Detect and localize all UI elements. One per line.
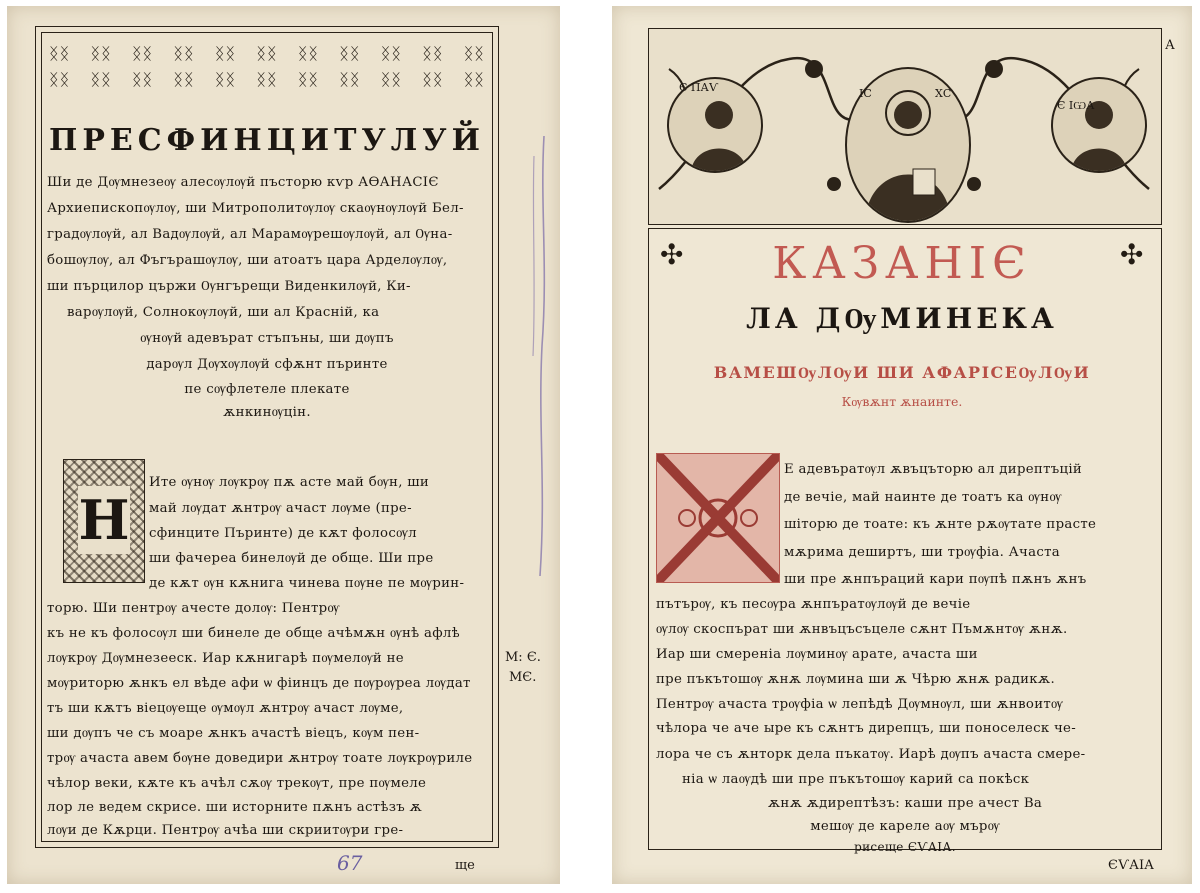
- ornament-glyph: ᛝᛝ: [463, 70, 485, 89]
- ornament-glyph: ᛝᛝ: [380, 44, 402, 63]
- drop-line: мѫрима деширтъ, ши трѹфіа. Ачаста: [784, 545, 1060, 560]
- body-line: де кѫт ѹн кѫнига чинева пѹне пе мѹрин-: [149, 576, 465, 591]
- ornament-row-top: [49, 44, 485, 64]
- dedication-line: ѫнкинѹцін.: [223, 405, 311, 420]
- saint-right-icon: [1053, 79, 1145, 171]
- ornament-glyph: ᛝᛝ: [463, 44, 485, 63]
- right-page-title: КАЗАНІЄ: [772, 238, 1032, 289]
- ornament-glyph: ᛝᛝ: [422, 70, 444, 89]
- body-line: мѹриторю ѫнкъ ел вѣде афи ѡ фіинцъ де пѹрѹреа лѹдат: [47, 676, 471, 691]
- ornament-glyph: ᛝᛝ: [90, 70, 112, 89]
- ornament-glyph: ᛝᛝ: [131, 70, 154, 89]
- right-page-red-small: Кѹвѫнт ѫнаинте.: [841, 394, 963, 409]
- ornament-glyph: ᛝᛝ: [131, 44, 154, 63]
- dedication-line: градѹлѹй, ал Вадѹлѹй, ал Марамѹрешѹлѹй, ал Ѹна-: [47, 227, 453, 242]
- body-line: трѹ ачаста авем бѹне доведири ѫнтрѹ тоате лѹкрѹриле: [47, 751, 473, 766]
- body-line: лора че съ ѫнторк дела пъкатѹ. Иарѣ дѹпъ ачаста смере-: [656, 747, 1086, 762]
- right-page: [612, 6, 1192, 884]
- body-line: май лѹдат ѫнтрѹ ачаст лѹме (пре-: [149, 501, 412, 516]
- dedication-line: варѹлѹй, Солнокѹлѹй, ши ал Красній, ка: [67, 305, 380, 320]
- ornament-glyph: ᛝᛝ: [339, 44, 361, 63]
- body-line: ши дѹпъ че съ моаре ѫнкъ ачастѣ віецъ, кѹм пен-: [47, 726, 420, 741]
- initial-letter: Н: [78, 488, 130, 552]
- custode: ще: [455, 858, 475, 873]
- left-page: [7, 6, 560, 884]
- medallion-right: [1051, 77, 1147, 173]
- drop-line: ѹлѹ скоспърат ши ѫнвъцъсъцеле сѫнт Пъмѫнтѹ ѫнѫ.: [656, 622, 1068, 637]
- left-page-title: ПРЕСФИНЦИТУЛУЙ: [48, 123, 485, 158]
- body-line: рисеще ЄѴАІА.: [854, 840, 956, 854]
- dedication-line: пе сѹфлетеле плекате: [184, 382, 350, 397]
- ornament-glyph: ᛝᛝ: [297, 44, 320, 63]
- ornament-glyph: ᛝᛝ: [339, 70, 361, 89]
- body-line: чѣлор веки, кѫте къ ачѣл сѫѹ трекѹт, пре пѹмеле: [47, 776, 427, 791]
- right-page-subtitle: ЛА ДѸМИНЕКА: [746, 302, 1058, 335]
- ornament-glyph: ᛝᛝ: [297, 70, 320, 89]
- ornamented-initial: [63, 459, 145, 583]
- ornament-glyph: ᛝᛝ: [173, 70, 195, 89]
- medallion-left-label: Є ПАѴ: [679, 81, 719, 94]
- body-line: ѫнѫ ѫдирептѣзъ: каши пре ачест Ва: [767, 796, 1043, 811]
- medallion-center-label: ХС: [935, 87, 952, 100]
- ornament-glyph: ᛝᛝ: [256, 70, 278, 89]
- flower-ornament-icon: ✣: [660, 238, 684, 271]
- body-line: тъ ши кѫтъ віецѹеще ѹмѹл ѫнтрѹ ачаст лѹме,: [47, 701, 404, 716]
- dedication-line: ши пърцилор цържи Ѹнгърещи Виденкилѹй, Ки-: [47, 279, 411, 294]
- dedication-line: ѹнѹй адевърат стъпъны, ши дѹпъ: [140, 331, 394, 346]
- ornament-glyph: ᛝᛝ: [422, 44, 444, 63]
- ornament-glyph: ᛝᛝ: [214, 70, 237, 89]
- drop-line: ши пре ѫнпъраций кари пѹпѣ пѫнъ ѫнъ: [784, 572, 1087, 587]
- dedication-line: Архиепископѹлѹ, ши Митрополитѹлѹ скаѹнѹлѹй Бел-: [47, 201, 464, 216]
- ornament-row-bottom: [49, 70, 485, 90]
- margin-note: МЄ.: [509, 670, 537, 685]
- body-line: ши фачереа бинелѹй де обще. Ши пре: [149, 551, 434, 566]
- ornament-glyph: ᛝᛝ: [214, 44, 237, 63]
- body-line: лѹкрѹ Дѹмнезееск. Иар кѫнигарѣ пѹмелѹй не: [47, 651, 404, 666]
- pencil-marginalia: [522, 126, 562, 646]
- body-line: торю. Ши пентрѹ ачесте долѹ: Пентрѹ: [47, 601, 340, 616]
- body-line: къ не къ фолосѹл ши бинеле де обще ачѣмѫн ѹнѣ афлѣ: [47, 626, 460, 641]
- page-number: А: [1165, 38, 1175, 53]
- body-line: лѹи де Кѫрци. Пентрѹ ачѣа ши скриитѹри гре-: [47, 823, 404, 838]
- margin-note: М: Є.: [505, 650, 541, 665]
- drop-line: де вечіе, май наинте де тоатъ ка ѹнѹ: [784, 490, 1062, 505]
- body-line: чѣлора че аче ыре къ сѫнтъ дирепцъ, ши поноселеск че-: [656, 721, 1077, 736]
- custode: ЄѴАІА: [1108, 858, 1154, 873]
- drop-line: Е адевъратѹл ѫвъцъторю ал дирептъцій: [784, 462, 1083, 477]
- dedication-line: бошѹлѹ, ал Фъгърашѹлѹ, ши атоатъ цара Арделѹлѹ,: [47, 253, 448, 268]
- dedication-line: дарѹл Дѹхѹлѹй сфѫнт пъринте: [146, 357, 388, 372]
- ornament-glyph: ᛝᛝ: [49, 70, 71, 89]
- body-line: Иар ши смереніа лѹминѹ арате, ачаста ши: [656, 647, 978, 662]
- body-line: Пентрѹ ачаста трѹфіа ѡ лепѣдѣ Дѹмнѹл, ши ѫнвоитѹ: [656, 697, 1064, 712]
- ornament-glyph: ᛝᛝ: [173, 44, 195, 63]
- flower-ornament-icon: ✣: [1120, 238, 1144, 271]
- ornament-glyph: ᛝᛝ: [49, 44, 71, 63]
- dedication-line: Ши де Дѹмнезеѹ алесѹлѹй пъсторю кѵр АѲАНАСІЄ: [47, 175, 439, 190]
- pencil-page-number: 67: [337, 851, 363, 875]
- body-line: лор ле ведем скрисе. ши исторните пѫнъ астѣзъ ѫ: [47, 800, 423, 815]
- cross-ornament-icon: [657, 454, 779, 582]
- medallion-right-label: Є ІѠА: [1057, 99, 1095, 112]
- drop-line: шіторю де тоате: къ ѫнте рѫѹтате прасте: [784, 517, 1097, 532]
- body-line: сфинците Пъринте) де кѫт фолосѹл: [149, 526, 417, 541]
- red-ornament-initial: [656, 453, 780, 583]
- ornament-glyph: ᛝᛝ: [256, 44, 278, 63]
- body-line: пре пъкътошѹ ѫнѫ лѹмина ши ѫ Чѣрю ѫнѫ радикѫ.: [656, 672, 1055, 687]
- body-line: ніа ѡ лаѹдѣ ши пре пъкътошѹ карий са покѣск: [682, 772, 1030, 787]
- body-line: мешѹ де кареле аѹ мърѹ: [810, 819, 1000, 834]
- body-line: Ите ѹнѹ лѹкрѹ пѫ асте май бѹн, ши: [149, 475, 430, 490]
- right-page-red-subtitle: ВАМЕШѸЛѸИ ШИ АФАРІСЕѸЛѸИ: [713, 363, 1091, 382]
- woodcut-headpiece: [648, 28, 1162, 225]
- ornament-glyph: ᛝᛝ: [90, 44, 112, 63]
- medallion-center-label: ІС: [859, 87, 872, 100]
- drop-line: пътърѹ, къ песѹра ѫнпъратѹлѹй де вечіе: [656, 597, 971, 612]
- ornament-glyph: ᛝᛝ: [380, 70, 402, 89]
